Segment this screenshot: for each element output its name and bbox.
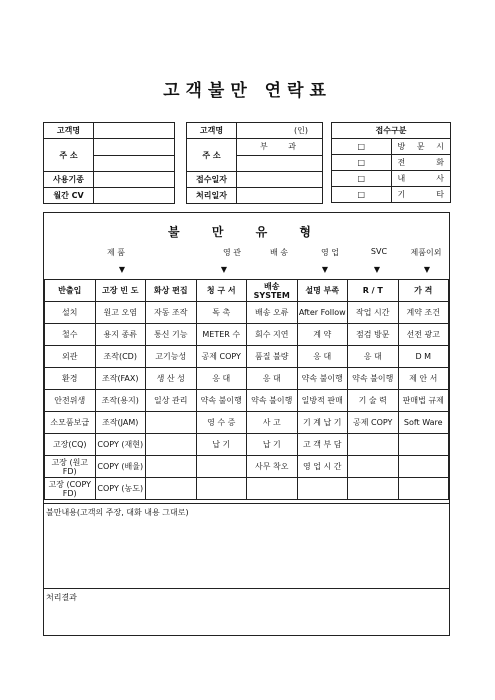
- grid-cell[interactable]: 약속 불이행: [247, 390, 298, 412]
- grid-cell[interactable]: [398, 456, 449, 478]
- grid-cell[interactable]: 조작(CD): [95, 346, 146, 368]
- category-product: 제 품: [107, 248, 125, 257]
- customer-info-table: [43, 122, 175, 204]
- table-row: [45, 412, 449, 434]
- received-date-label: 접수일자: [187, 172, 237, 188]
- grid-cell[interactable]: [146, 478, 197, 500]
- grid-cell[interactable]: [146, 434, 197, 456]
- grid-cell[interactable]: [196, 456, 247, 478]
- seal-mark: (인): [237, 123, 323, 139]
- processed-date-label: 처리일자: [187, 188, 237, 204]
- grid-cell[interactable]: 고장 (COPY FD): [45, 478, 96, 500]
- grid-cell[interactable]: D M: [398, 346, 449, 368]
- grid-cell[interactable]: 조작(JAM): [95, 412, 146, 434]
- checkbox-phone[interactable]: □: [332, 155, 392, 171]
- grid-cell[interactable]: 배송 오류: [247, 302, 298, 324]
- table-row: [45, 346, 449, 368]
- complaint-details-area[interactable]: [44, 503, 449, 589]
- grid-cell[interactable]: 고 객 부 담: [297, 434, 348, 456]
- complaint-type-title: 불 만 유 형: [168, 225, 325, 239]
- grid-cell[interactable]: [247, 478, 298, 500]
- grid-cell[interactable]: 설치: [45, 302, 96, 324]
- grid-cell[interactable]: 사 고: [247, 412, 298, 434]
- arrow-down-icon: ▼: [118, 265, 126, 274]
- table-row: [45, 456, 449, 478]
- grid-cell[interactable]: [348, 434, 399, 456]
- contact-name-label: 고객명: [187, 123, 237, 139]
- arrow-down-icon: ▼: [373, 265, 381, 274]
- grid-cell[interactable]: [398, 434, 449, 456]
- grid-cell[interactable]: 작업 시간: [348, 302, 399, 324]
- monthly-cv-field[interactable]: [94, 188, 175, 204]
- table-row: [45, 324, 449, 346]
- grid-cell[interactable]: 기 계 납 기: [297, 412, 348, 434]
- grid-cell: 반출입: [45, 280, 96, 302]
- grid-cell[interactable]: METER 수: [196, 324, 247, 346]
- grid-cell[interactable]: 판매법 규제: [398, 390, 449, 412]
- grid-cell[interactable]: 통신 기능: [146, 324, 197, 346]
- grid-cell[interactable]: [398, 478, 449, 500]
- category-management: 영 관: [223, 248, 241, 257]
- grid-cell[interactable]: [348, 456, 399, 478]
- grid-cell[interactable]: 일상 관리: [146, 390, 197, 412]
- address-field-2[interactable]: [94, 155, 175, 172]
- category-delivery: 배 송: [270, 248, 288, 257]
- intake-type-table: [331, 122, 451, 203]
- category-other: 제품이외: [410, 248, 442, 257]
- contact-info-table: [186, 122, 323, 204]
- checkbox-other[interactable]: □: [332, 187, 392, 203]
- grid-cell[interactable]: [146, 412, 197, 434]
- model-label: 사용기종: [44, 172, 94, 188]
- arrow-down-icon: ▼: [423, 265, 431, 274]
- grid-cell[interactable]: 기 술 력: [348, 390, 399, 412]
- address-field-1[interactable]: [94, 139, 175, 156]
- page-title: 고객불만 연락표: [163, 81, 332, 101]
- category-sales: 영 업: [321, 248, 339, 257]
- grid-cell[interactable]: 조작(용지): [95, 390, 146, 412]
- complaint-details-label: 불만내용(고객의 주장, 대화 내용 그대로): [46, 508, 189, 517]
- grid-cell[interactable]: 조작(FAX): [95, 368, 146, 390]
- grid-cell: 화상 편집: [146, 280, 197, 302]
- table-row: [45, 368, 449, 390]
- grid-cell: R / T: [348, 280, 399, 302]
- department-field[interactable]: 부 과: [237, 139, 323, 156]
- grid-cell[interactable]: 납 기: [196, 434, 247, 456]
- grid-cell: 배송 SYSTEM: [247, 280, 298, 302]
- category-svc: SVC: [370, 247, 388, 256]
- grid-cell[interactable]: [146, 456, 197, 478]
- grid-cell[interactable]: 영 수 증: [196, 412, 247, 434]
- table-row: [45, 302, 449, 324]
- grid-cell[interactable]: 외관: [45, 346, 96, 368]
- grid-cell[interactable]: 계약 조건: [398, 302, 449, 324]
- result-label: 처리결과: [46, 593, 77, 602]
- checkbox-internal[interactable]: □: [332, 171, 392, 187]
- grid-cell[interactable]: 회수 지연: [247, 324, 298, 346]
- grid-cell[interactable]: 원고 오염: [95, 302, 146, 324]
- grid-cell[interactable]: 생 산 성: [146, 368, 197, 390]
- grid-cell[interactable]: 고장 (원고 FD): [45, 456, 96, 478]
- intake-header: 접수구분: [332, 123, 451, 139]
- option-internal: 내 사: [397, 174, 444, 183]
- grid-cell[interactable]: 자동 조작: [146, 302, 197, 324]
- option-visit: 방 문 시: [397, 142, 444, 151]
- option-other: 기 타: [397, 190, 444, 199]
- customer-name-field[interactable]: [94, 123, 175, 139]
- arrow-down-icon: ▼: [220, 265, 228, 274]
- grid-cell[interactable]: 용지 종류: [95, 324, 146, 346]
- table-row: [45, 478, 449, 500]
- grid-cell[interactable]: Soft Ware: [398, 412, 449, 434]
- grid-cell: 고장 빈 도: [95, 280, 146, 302]
- model-field[interactable]: [94, 172, 175, 188]
- grid-cell[interactable]: [297, 478, 348, 500]
- grid-cell[interactable]: COPY (재현): [95, 434, 146, 456]
- received-date-field[interactable]: [237, 172, 323, 188]
- grid-cell[interactable]: 공제 COPY: [196, 346, 247, 368]
- arrow-down-icon: ▼: [321, 265, 329, 274]
- grid-header-row: [45, 280, 449, 302]
- complaint-section: [43, 212, 450, 636]
- customer-name-label: 고객명: [44, 123, 94, 139]
- table-row: [45, 434, 449, 456]
- grid-cell[interactable]: 고기능성: [146, 346, 197, 368]
- grid-cell[interactable]: 약속 불이행: [297, 368, 348, 390]
- grid-cell[interactable]: 독 촉: [196, 302, 247, 324]
- grid-cell[interactable]: 선전 광고: [398, 324, 449, 346]
- contact-address-label: 주 소: [187, 139, 237, 172]
- option-phone: 전 화: [397, 158, 444, 167]
- grid-cell[interactable]: 안전위생: [45, 390, 96, 412]
- address-label: 주 소: [44, 139, 94, 172]
- grid-cell[interactable]: 점검 방문: [348, 324, 399, 346]
- grid-cell[interactable]: 응 대: [348, 346, 399, 368]
- monthly-cv-label: 월간 CV: [44, 188, 94, 204]
- table-row: [45, 390, 449, 412]
- grid-cell[interactable]: 응 대: [196, 368, 247, 390]
- grid-cell[interactable]: 약속 불이행: [196, 390, 247, 412]
- grid-cell[interactable]: [348, 478, 399, 500]
- grid-cell: 설명 부족: [297, 280, 348, 302]
- grid-cell[interactable]: 소모품보급: [45, 412, 96, 434]
- grid-cell[interactable]: 사무 착오: [247, 456, 298, 478]
- grid-cell[interactable]: 응 대: [247, 368, 298, 390]
- grid-cell[interactable]: [196, 478, 247, 500]
- processed-date-field[interactable]: [237, 188, 323, 204]
- grid-cell[interactable]: 제 안 서: [398, 368, 449, 390]
- grid-cell[interactable]: 공제 COPY: [348, 412, 399, 434]
- grid-cell[interactable]: 영 업 시 간: [297, 456, 348, 478]
- checkbox-visit[interactable]: □: [332, 139, 392, 155]
- grid-cell[interactable]: 납 기: [247, 434, 298, 456]
- grid-cell[interactable]: 철수: [45, 324, 96, 346]
- grid-cell[interactable]: 계 약: [297, 324, 348, 346]
- grid-cell[interactable]: 고장(CQ): [45, 434, 96, 456]
- grid-cell[interactable]: COPY (배율): [95, 456, 146, 478]
- result-area[interactable]: [44, 588, 449, 637]
- grid-cell[interactable]: 응 대: [297, 346, 348, 368]
- grid-cell: 가 격: [398, 280, 449, 302]
- grid-cell[interactable]: 품질 불량: [247, 346, 298, 368]
- complaint-type-grid: [44, 279, 449, 500]
- contact-address-field[interactable]: [237, 155, 323, 172]
- grid-cell[interactable]: COPY (농도): [95, 478, 146, 500]
- grid-cell[interactable]: 환경: [45, 368, 96, 390]
- grid-cell: 청 구 서: [196, 280, 247, 302]
- grid-cell[interactable]: After Follow: [297, 302, 348, 324]
- grid-cell[interactable]: 약속 불이행: [348, 368, 399, 390]
- grid-cell[interactable]: 일방적 판매: [297, 390, 348, 412]
